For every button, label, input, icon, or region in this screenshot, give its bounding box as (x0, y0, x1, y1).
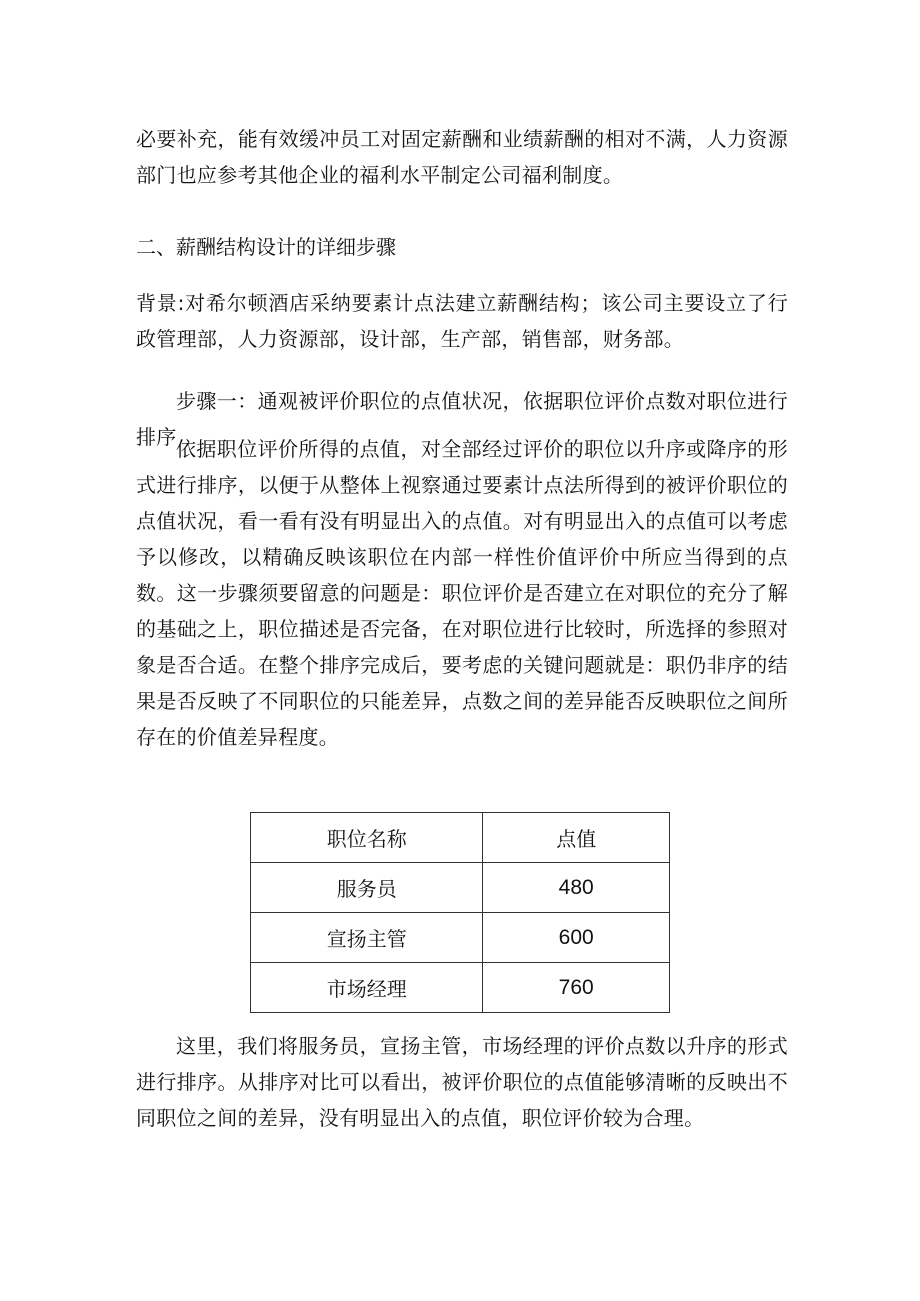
section-heading: 二、薪酬结构设计的详细步骤 (136, 235, 396, 259)
table-row (251, 863, 670, 913)
header-job-name: 职位名称 (251, 813, 483, 863)
job-name-cell: 宣扬主管 (251, 913, 483, 963)
point-value-cell: 760 (483, 963, 670, 1013)
step-one-body: 依据职位评价所得的点值，对全部经过评价的职位以升序或降序的形式进行排序，以便于从整体上视察通过要素计点法所得到的被评价职位的点值状况，看一看有没有明显出入的点值。对有明显出入的点值可以考虑予以修改，以精确反映该职位在内部一样性价值评价中所应当得到的点数。这一步骤须要留意的问题是：职位评价是否建立在对职位的充分了解的基础之上，职位描述是否完备，在对职位进行比较时，所选择的参照对象是否合适。在整个排序完成后，要考虑的关键问题就是：职仍非序的结果是否反映了不同职位的只能差异，点数之间的差异能否反映职位之间所存在的价值差异程度。 (136, 437, 788, 749)
job-name-cell: 市场经理 (251, 963, 483, 1013)
header-point-value: 点值 (483, 813, 670, 863)
point-value-cell: 600 (483, 913, 670, 963)
table-row (251, 963, 670, 1013)
job-name-cell: 服务员 (251, 863, 483, 913)
table-header-row (251, 813, 670, 863)
intro-paragraph: 必要补充，能有效缓冲员工对固定薪酬和业绩薪酬的相对不满，人力资源部门也应参考其他企业的福利水平制定公司福利制度。 (136, 127, 788, 187)
point-value-cell: 480 (483, 863, 670, 913)
conclusion-paragraph: 这里，我们将服务员，宣扬主管，市场经理的评价点数以升序的形式进行排序。从排序对比可以看出，被评价职位的点值能够清晰的反映出不同职位之间的差异，没有明显出入的点值，职位评价较为合理。 (136, 1034, 788, 1130)
job-points-table (250, 812, 670, 1013)
table-row (251, 913, 670, 963)
background-paragraph: 背景:对希尔顿酒店采纳要素计点法建立薪酬结构；该公司主要设立了行政管理部，人力资源部，设计部，生产部，销售部，财务部。 (136, 291, 788, 351)
step-one-title: 步骤一：通观被评价职位的点值状况，依据职位评价点数对职位进行排序 (136, 389, 788, 449)
